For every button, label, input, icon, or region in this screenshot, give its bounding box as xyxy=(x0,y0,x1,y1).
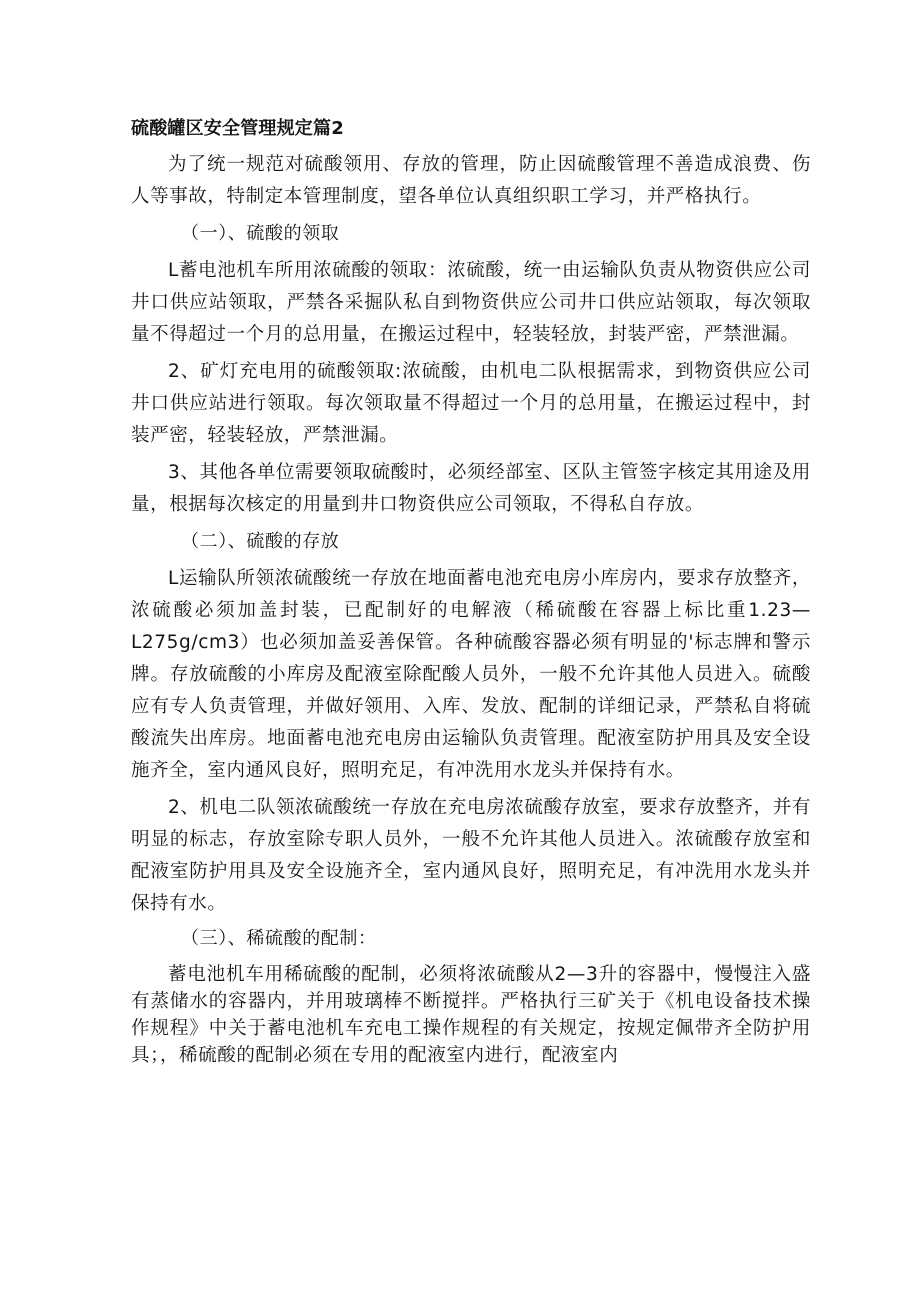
section-2-heading: （二）、硫酸的存放 xyxy=(181,531,340,552)
document-title: 硫酸罐区安全管理规定篇2 xyxy=(131,118,344,139)
section-3-heading: （三）、稀硫酸的配制： xyxy=(181,928,377,949)
intro-paragraph: 为了统一规范对硫酸领用、存放的管理，防止因硫酸管理不善造成浪费、伤人等事故，特制定本管理制度，望各单位认真组织职工学习，并严格执行。 xyxy=(131,154,811,207)
document-page xyxy=(131,116,811,1076)
section-1-heading: （一）、硫酸的领取 xyxy=(181,223,340,244)
section-1-item-2: 2、矿灯充电用的硫酸领取:浓硫酸，由机电二队根据需求，到物资供应公司井口供应站进行领取。每次领取量不得超过一个月的总用量，在搬运过程中，封装严密，轻装轻放，严禁泄漏。 xyxy=(131,361,811,446)
section-2-item-2: 2、机电二队领浓硫酸统一存放在充电房浓硫酸存放室，要求存放整齐，并有明显的标志，存放室除专职人员外，一般不允许其他人员进入。浓硫酸存放室和配液室防护用具及安全设施齐全，室内通风良好，照明充足，有冲洗用水龙头并保持有水。 xyxy=(131,797,811,914)
section-1-item-1: L蓄电池机车所用浓硫酸的领取：浓硫酸，统一由运输队负责从物资供应公司井口供应站领取，严禁各采掘队私自到物资供应公司井口供应站领取，每次领取量不得超过一个月的总用量，在搬运过程中，轻装轻放，封装严密，严禁泄漏。 xyxy=(131,260,811,345)
section-2-item-1: L运输队所领浓硫酸统一存放在地面蓄电池充电房小库房内，要求存放整齐，浓硫酸必须加盖封装，已配制好的电解液（稀硫酸在容器上标比重1.23—L275g∕cm3）也必须加盖妥善保管。各种硫酸容器必须有明显的'标志牌和警示牌。存放硫酸的小库房及配液室除配酸人员外，一般不允许其他人员进入。硫酸应有专人负责管理，并做好领用、入库、发放、配制的详细记录，严禁私自将硫酸流失出库房。地面蓄电池充电房由运输队负责管理。配液室防护用具及安全设施齐全，室内通风良好，照明充足，有冲洗用水龙头并保持有水。 xyxy=(131,568,811,781)
section-3-item-1: 蓄电池机车用稀硫酸的配制，必须将浓硫酸从2—3升的容器中，慢慢注入盛有蒸储水的容器内，并用玻璃棒不断搅拌。严格执行三矿关于《机电设备技术操作规程》中关于蓄电池机车充电工操作规程的有关规定，按规定佩带齐全防护用具；，稀硫酸的配制必须在专用的配液室内进行，配液室内 xyxy=(131,964,811,1066)
section-1-item-3: 3、其他各单位需要领取硫酸时，必须经部室、区队主管签字核定其用途及用量，根据每次核定的用量到井口物资供应公司领取，不得私自存放。 xyxy=(131,462,811,515)
